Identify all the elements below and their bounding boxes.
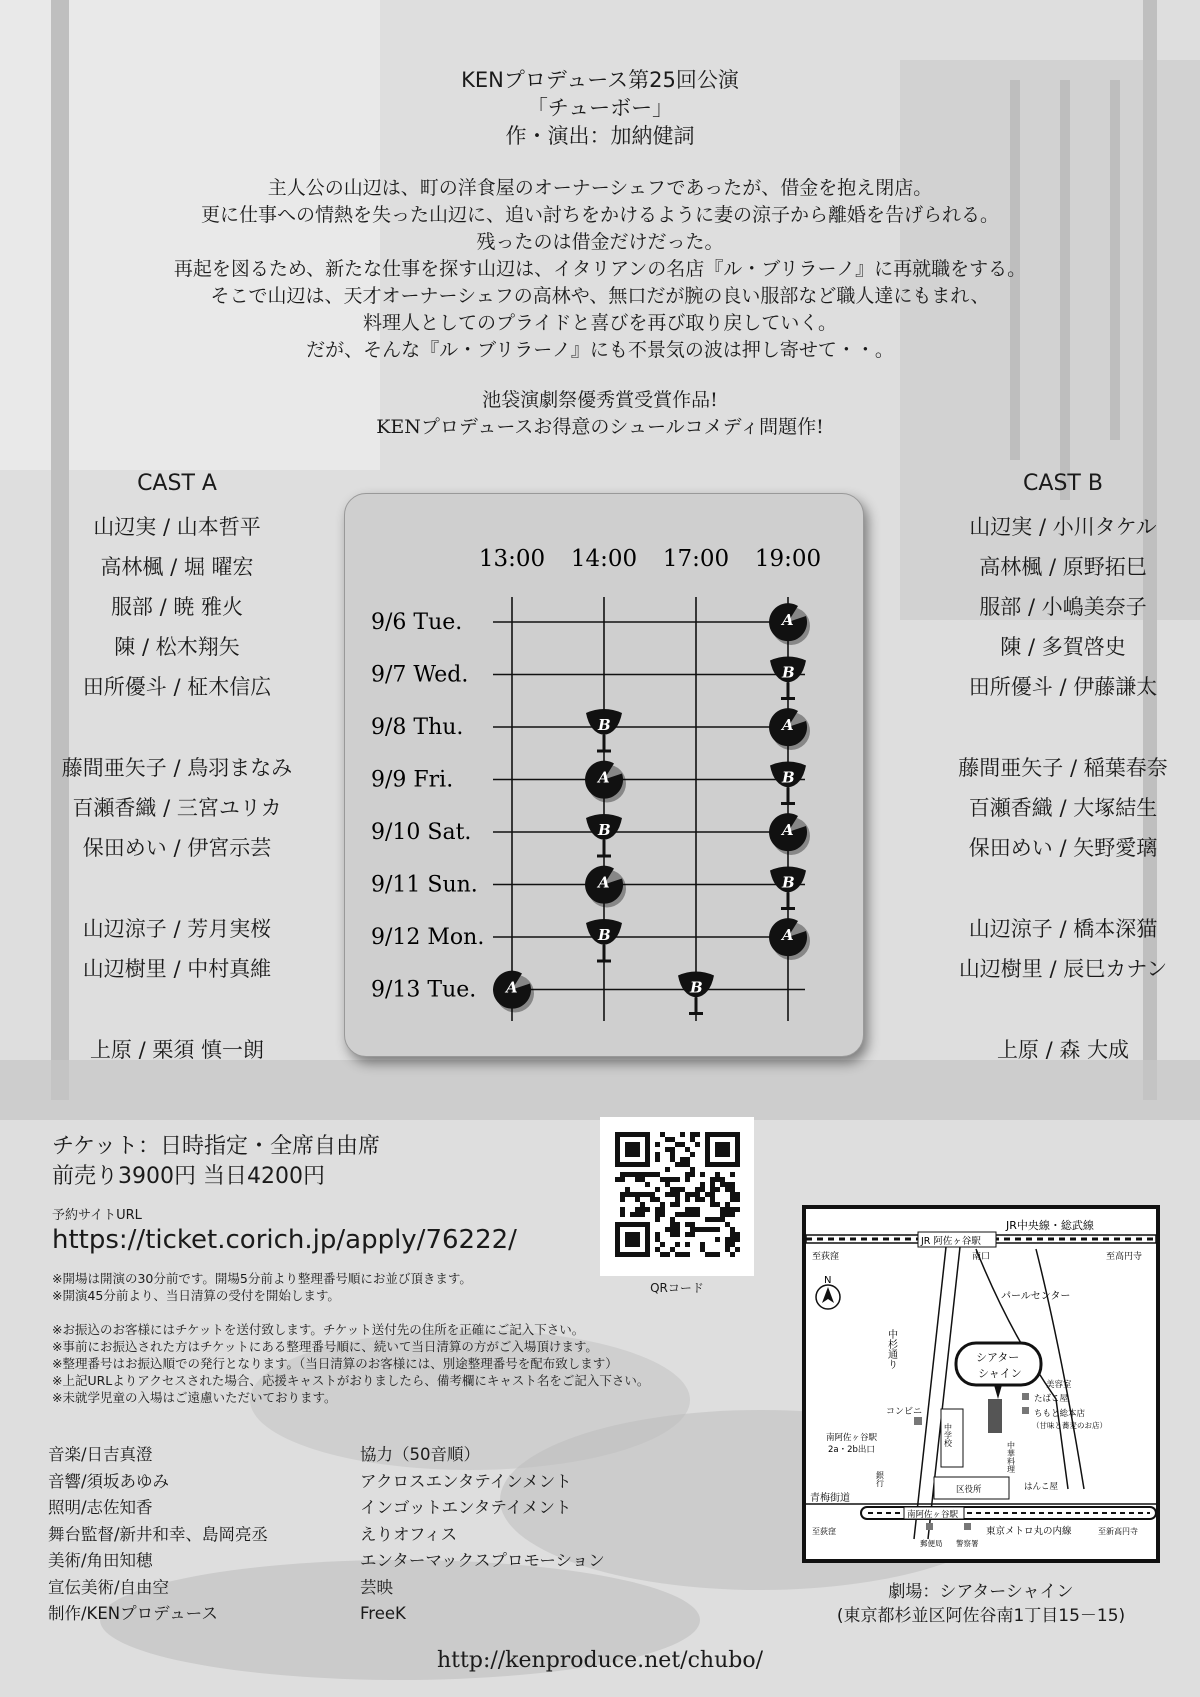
tobacco-label: たばこ屋: [1034, 1394, 1069, 1404]
soba-label-1: ちもと総本店: [1034, 1409, 1086, 1419]
pearl-center-label: パールセンター: [1001, 1291, 1071, 1302]
note-line: ※開場は開演の30分前です。開場5分前より整理番号順にお並び頂きます。: [52, 1271, 472, 1286]
cast-a-row: 藤間亜矢子 / 鳥羽まなみ: [61, 756, 293, 780]
performance-marker-b: [770, 657, 806, 699]
cast-letter: B: [782, 873, 795, 892]
minami-station-label-1: 南阿佐ヶ谷駅: [826, 1433, 878, 1443]
cast-b-row: 山辺樹里 / 辰巳カナン: [958, 957, 1168, 981]
synopsis-line: だが、そんな『ル・ブリラーノ』にも不景気の波は押し寄せて・・。: [306, 339, 894, 361]
jr-line-label: JR中央線・総武線: [1006, 1219, 1094, 1232]
cooperation-credits: [360, 1442, 605, 1628]
note-line: [52, 1304, 649, 1321]
reservation-link[interactable]: https://ticket.corich.jp/apply/76222/: [52, 1225, 517, 1255]
cooperation-line: えりオフィス: [360, 1524, 458, 1544]
cast-a-row: 山辺樹里 / 中村真維: [82, 957, 272, 981]
venue-info: [802, 1580, 1160, 1628]
cast-letter: A: [782, 611, 794, 629]
staff-line: 音楽/日吉真澄: [48, 1445, 153, 1464]
date-label: 9/7 Wed.: [371, 662, 469, 688]
chinese-restaurant-label: 中華料理: [1006, 1441, 1016, 1473]
cast-b-row: 服部 / 小嶋美奈子: [979, 595, 1147, 619]
cast-b-row: 山辺涼子 / 橋本深猫: [968, 917, 1158, 941]
cast-a: [12, 470, 342, 1070]
staff-line: 美術/角田知穂: [48, 1551, 153, 1570]
hanko-label: はんこ屋: [1024, 1482, 1059, 1492]
synopsis-line: 主人公の山辺は、町の洋食屋のオーナーシェフであったが、借金を抱え閉店。: [267, 177, 933, 199]
cast-a-row: 上原 / 栗須 慎一朗: [89, 1038, 265, 1062]
schedule-board: [344, 493, 864, 1057]
metro-station-label: 南阿佐ヶ谷駅: [907, 1510, 959, 1520]
cooperation-line: アクロスエンタテインメント: [360, 1471, 572, 1491]
cast-letter: A: [782, 926, 794, 944]
cast-b-row: 高林楓 / 原野拓巳: [979, 555, 1147, 579]
date-label: 9/10 Sat.: [371, 820, 472, 845]
synopsis-line: 再起を図るため、新たな仕事を探す山辺は、イタリアンの名店『ル・ブリラーノ』に再就職をする。: [173, 258, 1027, 280]
synopsis-line: 料理人としてのプライドと喜びを再び取り戻していく。: [362, 312, 838, 334]
synopsis-line: そこで山辺は、天才オーナーシェフの高林や、無口だが腕の良い服部など職人達にもまれ、: [210, 285, 990, 307]
svg-text:N: N: [824, 1275, 832, 1286]
cast-letter: A: [598, 768, 610, 787]
author-credit: 作・演出：加納健詞: [505, 124, 695, 148]
cast-b-row: 山辺実 / 小川タケル: [969, 515, 1157, 539]
performance-marker-b: [586, 814, 622, 856]
note-line: ※未就学児童の入場はご遠慮いただいております。: [52, 1390, 337, 1405]
ticket-info: [52, 1132, 517, 1255]
performance-marker-b: [586, 919, 622, 961]
cast-b-title: CAST B: [1023, 471, 1103, 496]
police-label: 警察署: [956, 1539, 979, 1548]
convenience-label: コンビニ: [886, 1407, 923, 1417]
to-ogikubo-metro-label: 至荻窪: [812, 1527, 836, 1536]
date-label: 9/12 Mon.: [371, 925, 485, 950]
cast-a-row: 山辺涼子 / 芳月実桜: [82, 917, 272, 941]
junior-high-label: 中学校: [943, 1423, 953, 1447]
production-title: KENプロデュース第25回公演: [461, 68, 739, 92]
cast-b-row: 百瀬香織 / 大塚結生: [968, 796, 1158, 820]
cast-letter: B: [598, 926, 611, 944]
cast-b-row: 陳 / 多賀啓史: [1000, 635, 1126, 659]
performance-marker-b: [586, 709, 622, 751]
cast-letter: B: [598, 821, 611, 839]
time-header: 14:00: [570, 546, 638, 572]
qr-label: QRコード: [650, 1281, 704, 1295]
cooperation-line: エンターマックスプロモーション: [360, 1551, 605, 1570]
cast-a-row: 山辺実 / 山本哲平: [93, 515, 261, 539]
venue-name: 劇場：シアターシャイン: [888, 1582, 1074, 1602]
ward-office-label: 区役所: [956, 1485, 982, 1495]
cast-letter: A: [782, 821, 794, 839]
date-label: 9/6 Tue.: [371, 610, 463, 635]
qr-code-icon: [600, 1117, 754, 1276]
staff-line: 舞台監督/新井和幸、島岡亮丞: [48, 1524, 269, 1544]
oume-label: 青梅街道: [810, 1493, 850, 1504]
note-line: ※開演45分前より、当日清算の受付を開始します。: [52, 1288, 340, 1303]
metro-line-label: 東京メトロ丸の内線: [986, 1526, 1072, 1537]
play-title: 「チューボー」: [526, 96, 674, 120]
performance-marker-a: [769, 708, 810, 750]
schedule-grid: [345, 494, 863, 1056]
performance-marker-a: [769, 918, 810, 960]
cast-b-row: 藤間亜矢子 / 稲葉春奈: [958, 756, 1168, 780]
theater-label-2: シャイン: [978, 1367, 1022, 1380]
cooperation-line: FreeK: [360, 1604, 406, 1623]
date-label: 9/8 Thu.: [371, 715, 464, 740]
to-ogikubo-label: 至荻窪: [812, 1252, 840, 1262]
note-line: ※事前にお振込された方はチケットにある整理番号順に、続いて当日清算の方がご入場頂けます。: [52, 1339, 598, 1354]
performance-marker-b: [770, 762, 806, 804]
qr-code[interactable]: [600, 1117, 754, 1276]
south-exit-label: 南口: [972, 1252, 991, 1262]
jr-station-label: JR 阿佐ヶ谷駅: [921, 1236, 981, 1247]
note-line: ※整理番号はお振込順での発行となります。（当日清算のお客様には、別途整理番号を配布致します）: [52, 1356, 618, 1371]
cast-a-row: 服部 / 暁 雅火: [110, 595, 244, 619]
synopsis-line: 更に仕事への情熱を失った山辺に、追い討ちをかけるように妻の涼子から離婚を告げられる。: [200, 204, 999, 226]
venue-address: (東京都杉並区阿佐谷南1丁目15－15): [836, 1606, 1126, 1626]
time-header: 17:00: [662, 546, 730, 572]
cast-a-row: 高林楓 / 堀 曜宏: [100, 555, 254, 579]
cast-letter: A: [782, 716, 794, 734]
performance-marker-a: [585, 761, 626, 803]
staff-line: 制作/KENプロデュース: [48, 1604, 218, 1623]
cast-a-row: 百瀬香織 / 三宮ユリカ: [72, 796, 282, 820]
staff-credits: [48, 1442, 268, 1628]
cast-b-row: 田所優斗 / 伊藤謙太: [968, 675, 1158, 699]
cast-letter: B: [782, 663, 795, 682]
to-shinkoenji-label: 至新高円寺: [1098, 1527, 1138, 1536]
performance-marker-a: [493, 971, 534, 1013]
performance-marker-a: [585, 866, 626, 908]
access-map: [802, 1205, 1160, 1563]
to-koenji-label: 至高円寺: [1106, 1252, 1143, 1262]
staff-line: 音響/須坂あゆみ: [48, 1471, 170, 1491]
notes: [52, 1270, 649, 1406]
performance-marker-b: [770, 867, 806, 909]
cast-a-row: 陳 / 松木翔矢: [114, 635, 240, 659]
reservation-label: 予約サイトURL: [52, 1208, 142, 1223]
performance-marker-b: [678, 972, 714, 1014]
cast-letter: B: [690, 978, 703, 997]
cast-b: [898, 470, 1200, 1070]
bank-label: 銀行: [875, 1471, 885, 1487]
synopsis-line: 残ったのは借金だけだった。: [476, 231, 724, 253]
time-header: 13:00: [478, 546, 546, 572]
ticket-type: チケット：日時指定・全席自由席: [52, 1134, 381, 1159]
staff-line: 宣伝美術/自由空: [48, 1577, 170, 1597]
ticket-price: 前売り3900円 当日4200円: [52, 1164, 325, 1189]
performance-marker-a: [769, 813, 810, 855]
nakasugi-label: 中杉通り: [885, 1329, 897, 1369]
minami-station-label-2: 2a・2b出口: [828, 1445, 875, 1455]
post-office-label: 郵便局: [920, 1539, 943, 1548]
synopsis: [0, 175, 1200, 364]
date-label: 9/11 Sun.: [371, 872, 478, 898]
cast-b-row: 保田めい / 矢野愛璃: [968, 836, 1158, 860]
cast-a-title: CAST A: [137, 471, 217, 496]
date-label: 9/13 Tue.: [371, 977, 477, 1003]
staff-line: 照明/志佐知香: [48, 1498, 153, 1517]
cast-letter: B: [598, 716, 611, 734]
website-link[interactable]: http://kenproduce.net/chubo/: [437, 1648, 763, 1673]
cast-b-row: 上原 / 森 大成: [996, 1038, 1130, 1062]
date-label: 9/9 Fri.: [371, 767, 454, 793]
cast-a-row: 田所優斗 / 柾木信広: [82, 675, 272, 699]
header: [0, 66, 1200, 150]
promo-line: 池袋演劇祭優秀賞受賞作品!: [482, 389, 718, 411]
soba-label-2: （甘味と蕎麦のお店）: [1032, 1421, 1107, 1430]
promo: [0, 387, 1200, 441]
beauty-label: 美容室: [1046, 1380, 1072, 1390]
cast-a-row: 保田めい / 伊宮示芸: [82, 836, 272, 860]
theater-label-1: シアター: [976, 1351, 1020, 1364]
time-header: 19:00: [754, 546, 822, 572]
cast-letter: A: [506, 978, 518, 997]
note-line: ※上記URLよりアクセスされた場合、応援キャストがおりましたら、備考欄にキャスト名をご記入下さい。: [52, 1373, 650, 1388]
cooperation-line: 協力（50音順）: [360, 1445, 480, 1464]
promo-line: KENプロデュースお得意のシュールコメディ問題作!: [376, 416, 824, 438]
cast-letter: A: [598, 873, 610, 892]
cast-letter: B: [782, 768, 795, 787]
cooperation-line: 芸映: [360, 1577, 393, 1597]
cooperation-line: インゴットエンタテイメント: [360, 1498, 572, 1517]
performance-marker-a: [769, 603, 810, 645]
note-line: ※お振込のお客様にはチケットを送付致します。チケット送付先の住所を正確にご記入下さい。: [52, 1322, 585, 1337]
